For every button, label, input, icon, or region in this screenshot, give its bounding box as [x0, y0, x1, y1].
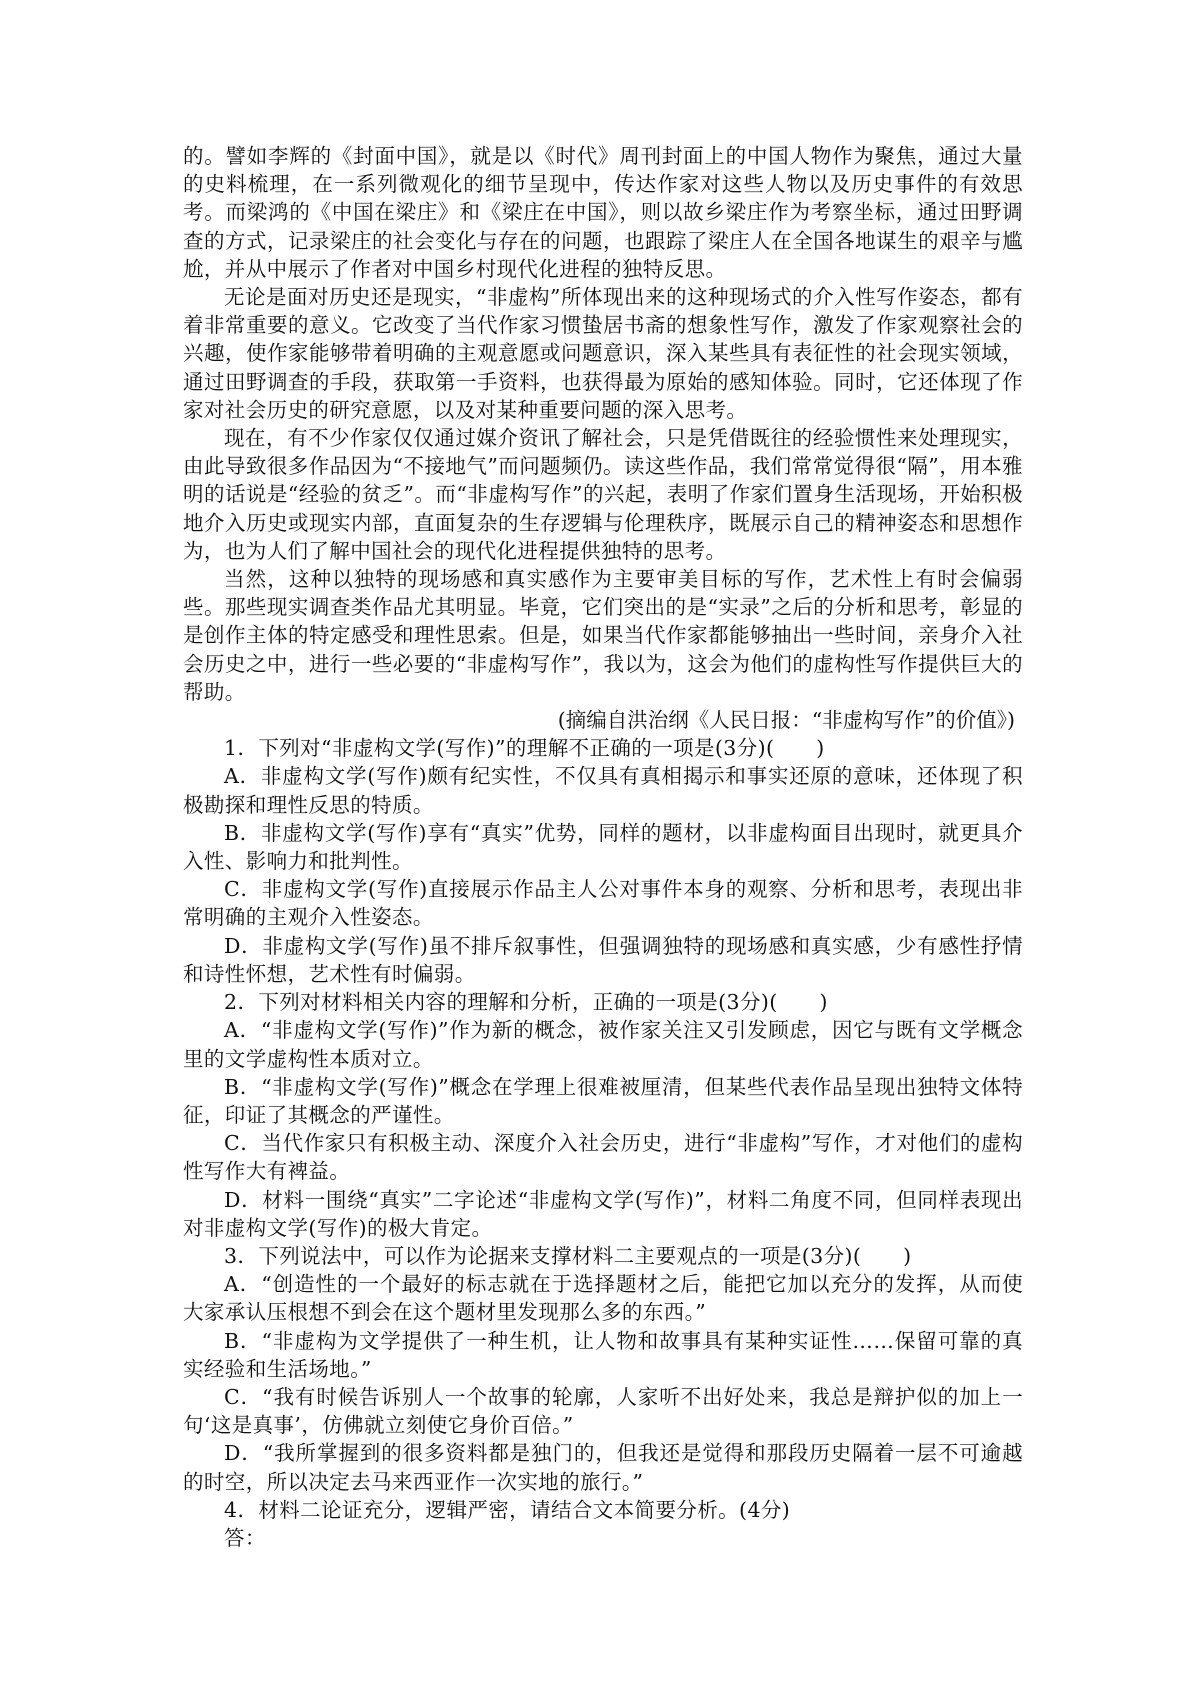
question-stem: 3．下列说法中，可以作为论据来支撑材料二主要观点的一项是(3分)( )	[224, 1243, 912, 1268]
exam-page	[183, 142, 1023, 1552]
source-citation: (摘编自洪治纲《人民日报：“非虚构写作”的价值》)	[557, 708, 1015, 733]
option-c: C．当代作家只有积极主动、深度介入社会历史，进行“非虚构”写作，才对他们的虚构性写作大有裨益。	[183, 1131, 1023, 1184]
option-b: B．“非虚构为文学提供了一种生机，让人物和故事具有某种实证性……保留可靠的真实经验和生活场地。”	[183, 1328, 1023, 1381]
option-c: C．非虚构文学(写作)直接展示作品主人公对事件本身的观察、分析和思考，表现出非常明确的主观介入性姿态。	[183, 877, 1023, 930]
option-d: D．“我所掌握到的很多资料都是独门的，但我还是觉得和那段历史隔着一层不可逾越的时空，所以决定去马来西亚作一次实地的旅行。”	[183, 1441, 1023, 1494]
passage-paragraph: 无论是面对历史还是现实，“非虚构”所体现出来的这种现场式的介入性写作姿态，都有着非常重要的意义。它改变了当代作家习惯蛰居书斋的想象性写作，激发了作家观察社会的兴趣，使作家能够带着明确的主观意愿或问题意识，深入某些具有表征性的社会现实领域，通过田野调查的手段，获取第一手资料，也获得最为原始的感知体验。同时，它还体现了作家对社会历史的研究意愿，以及对某种重要问题的深入思考。	[183, 285, 1023, 422]
option-c: C．“我有时候告诉别人一个故事的轮廓，人家听不出好处来，我总是辩护似的加上一句‘这是真事’，仿佛就立刻使它身价百倍。”	[183, 1384, 1023, 1438]
option-d: D．非虚构文学(写作)虽不排斥叙事性，但强调独特的现场感和真实感，少有感性抒情和诗性怀想，艺术性有时偏弱。	[183, 933, 1023, 986]
option-a: A．非虚构文学(写作)颇有纪实性，不仅具有真相揭示和事实还原的意味，还体现了积极勘探和理性反思的特质。	[183, 764, 1023, 817]
option-b: B．非虚构文学(写作)享有“真实”优势，同样的题材，以非虚构面目出现时，就更具介入性、影响力和批判性。	[183, 820, 1023, 874]
option-b: B．“非虚构文学(写作)”概念在学理上很难被厘清，但某些代表作品呈现出独特文体特征，印证了其概念的严谨性。	[183, 1074, 1023, 1127]
passage-paragraph: 现在，有不少作家仅仅通过媒介资讯了解社会，只是凭借既往的经验惯性来处理现实，由此导致很多作品因为“不接地气”而问题频仍。读这些作品，我们常常觉得很“隔”，用本雅明的话说是“经验的贫乏”。而“非虚构写作”的兴起，表明了作家们置身生活现场，开始积极地介入历史或现实内部，直面复杂的生存逻辑与伦理秩序，既展示自己的精神姿态和思想作为，也为人们了解中国社会的现代化进程提供独特的思考。	[183, 426, 1023, 563]
question-stem: 2．下列对材料相关内容的理解和分析，正确的一项是(3分)( )	[224, 990, 828, 1015]
option-d: D．材料一围绕“真实”二字论述“非虚构文学(写作)”，材料二角度不同，但同样表现出对非虚构文学(写作)的极大肯定。	[183, 1187, 1023, 1240]
question-stem: 4．材料二论证充分，逻辑严密，请结合文本简要分析。(4分)	[224, 1497, 791, 1522]
option-a: A．“创造性的一个最好的标志就在于选择题材之后，能把它加以充分的发挥，从而使大家承认压根想不到会在这个题材里发现那么多的东西。”	[183, 1272, 1023, 1325]
passage-paragraph: 的。譬如李辉的《封面中国》，就是以《时代》周刊封面上的中国人物作为聚焦，通过大量的史料梳理，在一系列微观化的细节呈现中，传达作家对这些人物以及历史事件的有效思考。而梁鸿的《中国在梁庄》和《梁庄在中国》，则以故乡梁庄作为考察坐标，通过田野调查的方式，记录梁庄的社会变化与存在的问题，也跟踪了梁庄人在全国各地谋生的艰辛与尴尬，并从中展示了作者对中国乡村现代化进程的独特反思。	[183, 144, 1023, 281]
passage-paragraph: 当然，这种以独特的现场感和真实感作为主要审美目标的写作，艺术性上有时会偏弱些。那些现实调查类作品尤其明显。毕竟，它们突出的是“实录”之后的分析和思考，彰显的是创作主体的特定感受和理性思索。但是，如果当代作家都能够抽出一些时间，亲身介入社会历史之中，进行一些必要的“非虚构写作”，我以为，这会为他们的虚构性写作提供巨大的帮助。	[183, 567, 1023, 704]
question-stem: 1．下列对“非虚构文学(写作)”的理解不正确的一项是(3分)( )	[224, 736, 825, 761]
option-a: A．“非虚构文学(写作)”作为新的概念，被作家关注又引发顾虑，因它与既有文学概念里的文学虚构性本质对立。	[183, 1018, 1023, 1071]
answer-label: 答：	[224, 1525, 266, 1550]
